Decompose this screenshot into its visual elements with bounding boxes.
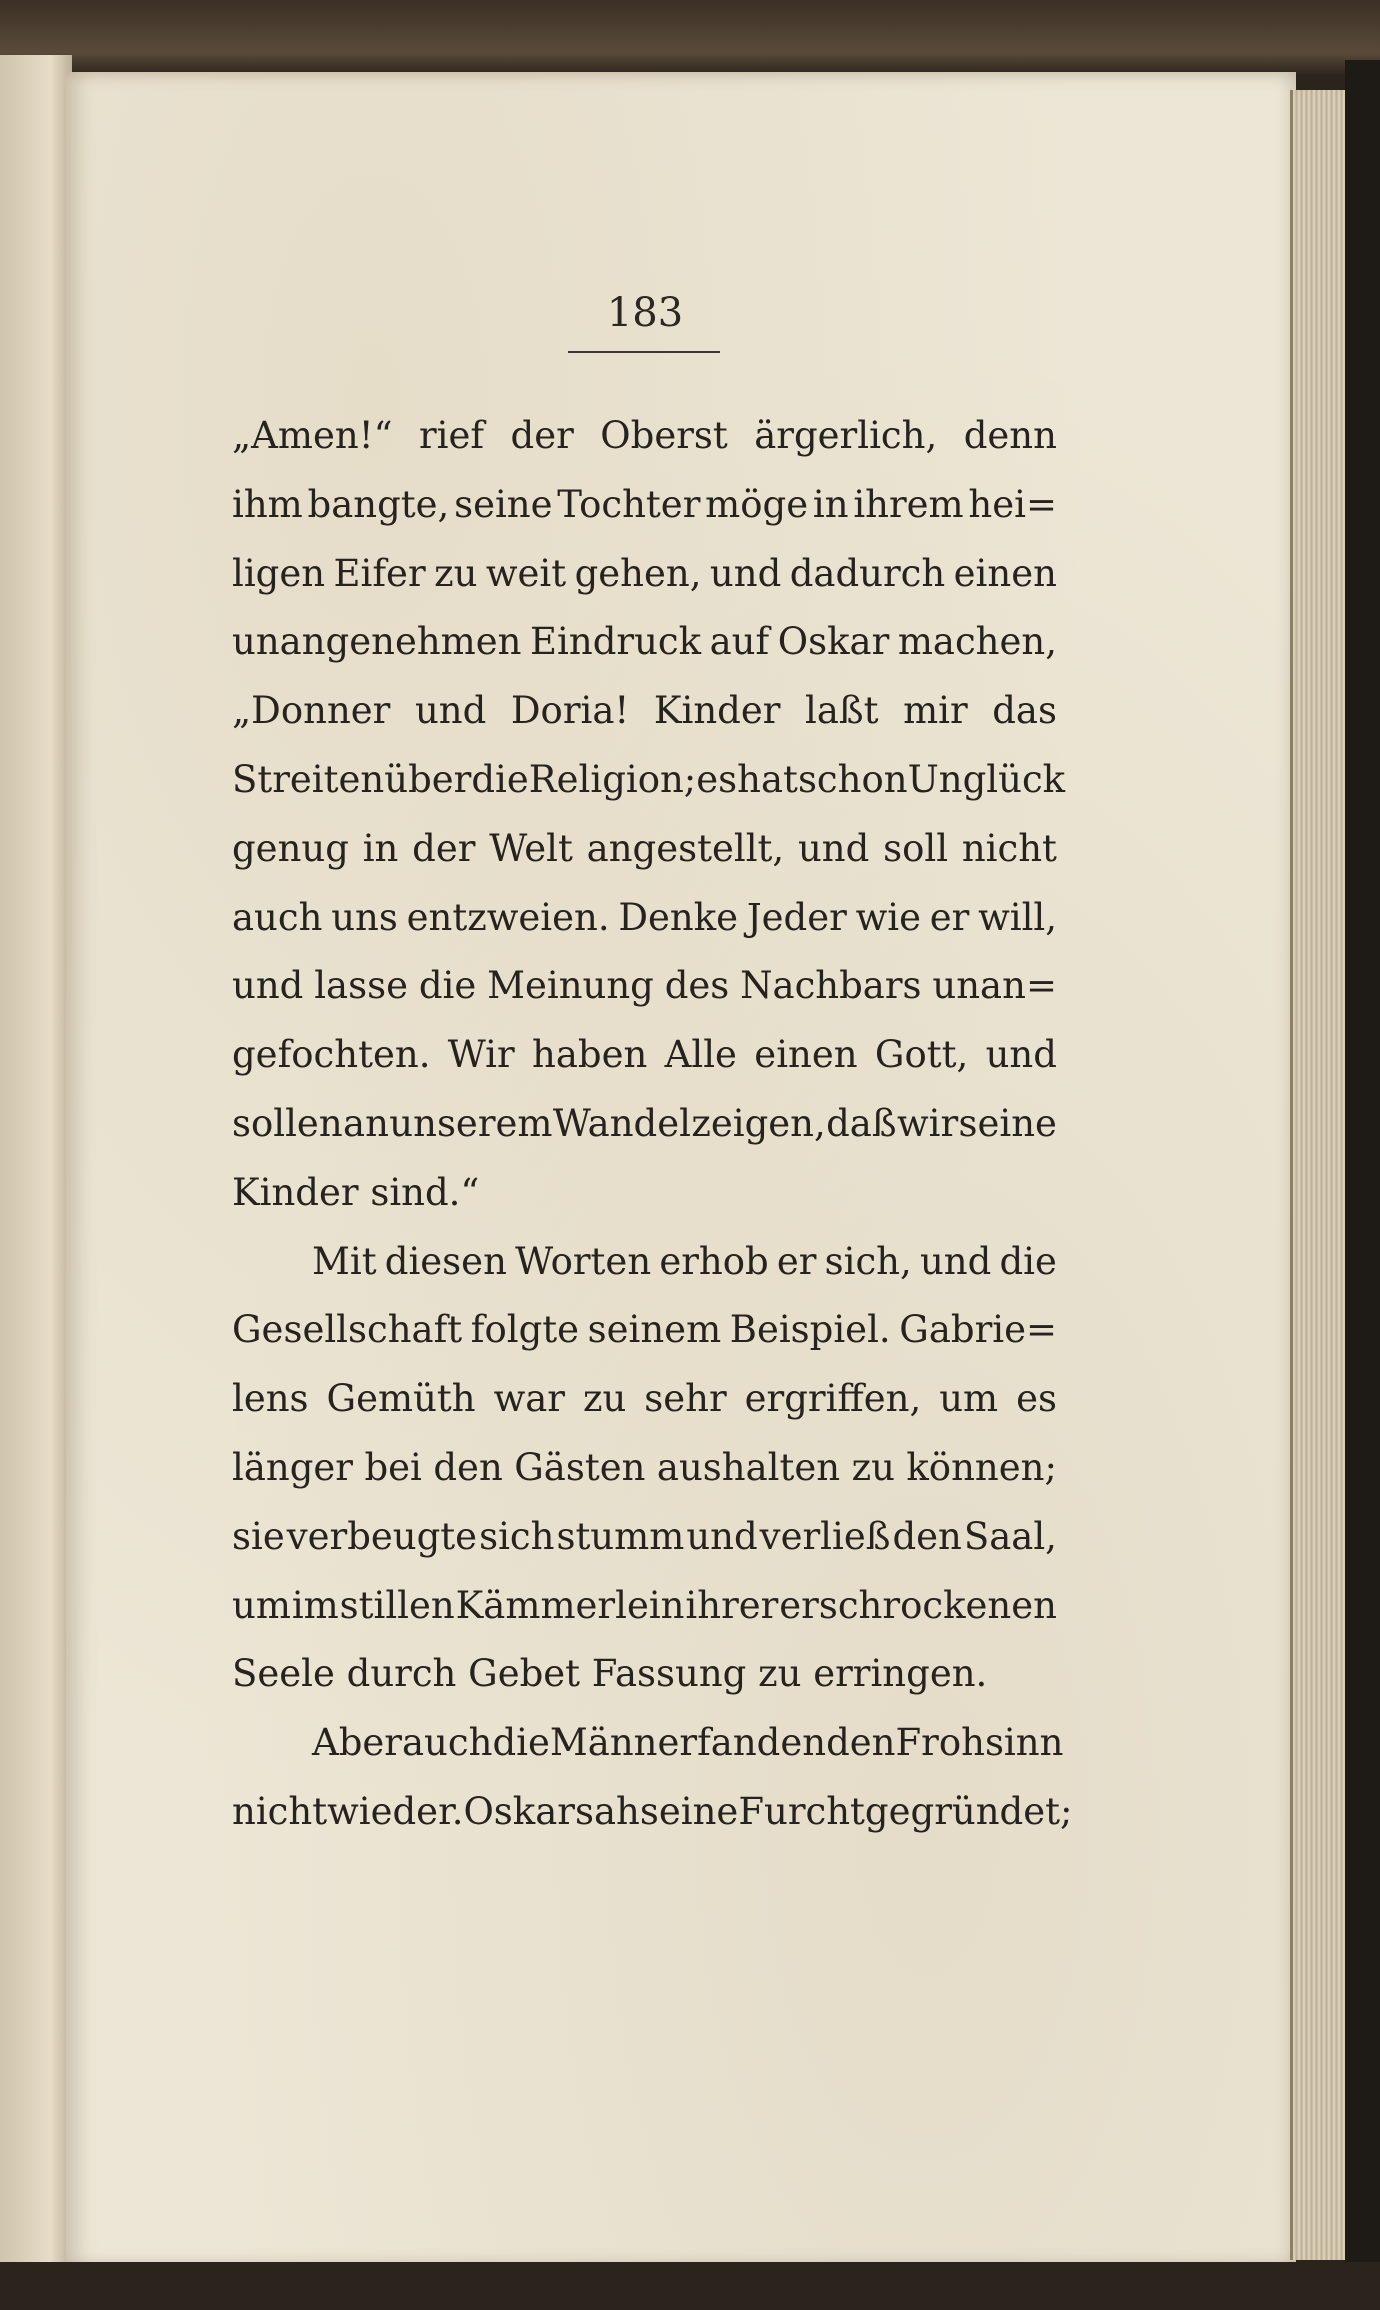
text-line: Seele durch Gebet Fassung zu erringen. — [232, 1652, 988, 1696]
word: Wir — [447, 1033, 515, 1077]
word: Männer — [549, 1721, 698, 1765]
word: nicht — [961, 826, 1057, 870]
word: verließ — [759, 1514, 891, 1558]
word: Gemüth — [326, 1377, 476, 1421]
word: den — [826, 1721, 896, 1765]
text-line — [232, 1503, 1057, 1572]
word: auch — [402, 1721, 493, 1765]
word: ihrem — [853, 482, 964, 526]
word: wie — [855, 895, 921, 939]
word: der — [412, 826, 476, 870]
word: seine — [454, 482, 553, 526]
word: verbeugte — [286, 1514, 478, 1558]
word: daß — [826, 1101, 897, 1145]
word: uns — [331, 895, 398, 939]
word: sehr — [644, 1377, 727, 1421]
word: des — [664, 964, 730, 1008]
word: wieder. — [327, 1789, 464, 1833]
word: das — [992, 689, 1057, 733]
word: Doria! — [510, 689, 630, 733]
word: gehen, — [574, 551, 702, 595]
word: Oberst — [600, 414, 728, 457]
word: erhob — [659, 1239, 769, 1283]
word: Gabrie= — [899, 1308, 1057, 1352]
word: es — [1016, 1377, 1057, 1421]
word: machen, — [897, 620, 1057, 664]
word: und — [232, 964, 304, 1008]
word: Furcht — [738, 1789, 865, 1833]
body-text — [232, 402, 1073, 1847]
word: und — [709, 551, 782, 595]
word: im — [291, 1583, 339, 1627]
book-cover-edge — [1345, 60, 1380, 2290]
word: der — [510, 414, 574, 457]
word: Mit — [312, 1239, 377, 1283]
word: sollen — [232, 1101, 343, 1145]
word: Kinder — [653, 689, 781, 733]
word: mir — [903, 689, 968, 733]
word: ärgerlich, — [754, 414, 938, 457]
text-line — [232, 608, 1057, 677]
word: ihrer — [685, 1583, 779, 1627]
text-line — [232, 1709, 1064, 1778]
word: wir — [896, 1101, 959, 1145]
word: sich — [479, 1514, 555, 1558]
word: Eifer — [333, 551, 426, 595]
word: nicht — [232, 1789, 328, 1833]
word: können; — [906, 1445, 1057, 1489]
word: lasse — [314, 964, 408, 1008]
word: angestellt, — [586, 826, 785, 870]
word: Religion; — [528, 757, 697, 801]
text-line — [232, 1365, 1057, 1434]
word: lens — [232, 1377, 309, 1421]
word: Welt — [489, 826, 573, 870]
word: über — [384, 757, 472, 801]
word: soll — [883, 826, 949, 870]
word: Denke — [618, 895, 739, 939]
word: aushalten — [656, 1445, 841, 1489]
word: möge — [705, 482, 809, 526]
word: einen — [953, 551, 1057, 595]
word: folgte — [470, 1308, 580, 1352]
word: und — [414, 689, 487, 733]
word: unan= — [932, 964, 1057, 1008]
word: bangte, — [307, 482, 450, 526]
word: ergriffen, — [744, 1377, 922, 1421]
page-stack-edge — [1290, 90, 1353, 2260]
word: Aber — [312, 1721, 402, 1765]
word: bei — [364, 1445, 422, 1489]
word: hat — [737, 757, 798, 801]
word: Saal, — [963, 1514, 1057, 1558]
word: seine — [639, 1789, 739, 1833]
word: um — [232, 1583, 291, 1627]
word: haben — [532, 1033, 648, 1077]
word: Oskar — [777, 620, 890, 664]
word: stillen — [339, 1583, 455, 1627]
word: die — [418, 964, 477, 1008]
header-rule — [568, 351, 720, 353]
word: er — [776, 1239, 817, 1283]
word: Kämmerlein — [455, 1583, 685, 1627]
word: es — [696, 757, 738, 801]
text-line — [232, 471, 1057, 540]
book-top-edge — [0, 0, 1380, 75]
text-line — [232, 1021, 1057, 1090]
word: seine — [958, 1101, 1057, 1145]
word: in — [362, 826, 399, 870]
text-line — [232, 1434, 1057, 1503]
text-line — [232, 1296, 1057, 1365]
word: Oskar — [463, 1789, 575, 1833]
text-line — [232, 1778, 1073, 1847]
word: Meinung — [487, 964, 654, 1008]
word: diesen — [384, 1239, 507, 1283]
text-line — [232, 677, 1057, 746]
word: fanden — [697, 1721, 827, 1765]
text-line — [232, 952, 1057, 1021]
word: entzweien. — [406, 895, 610, 939]
word: zu — [434, 551, 478, 595]
word: erschrockenen — [779, 1583, 1057, 1627]
word: unserem — [389, 1101, 553, 1145]
word: schon — [797, 757, 908, 801]
word: zu — [851, 1445, 895, 1489]
word: in — [812, 482, 849, 526]
text-line — [232, 815, 1057, 884]
word: sah — [574, 1789, 640, 1833]
word: er — [929, 895, 970, 939]
word: Worten — [515, 1239, 652, 1283]
text-line — [232, 540, 1057, 609]
word: die — [471, 757, 529, 801]
word: Eindruck — [530, 620, 702, 664]
word: seinem — [587, 1308, 722, 1352]
word: rief — [418, 414, 485, 457]
word: will, — [978, 895, 1057, 939]
word: um — [939, 1377, 999, 1421]
word: denn — [963, 414, 1057, 457]
word: gegründet; — [864, 1789, 1073, 1833]
word: den — [892, 1514, 962, 1558]
word: Beispiel. — [729, 1308, 891, 1352]
word: und — [797, 826, 870, 870]
word: Nachbars — [740, 964, 922, 1008]
word: auch — [232, 895, 323, 939]
word: dadurch — [789, 551, 946, 595]
text-line — [232, 402, 1057, 471]
word: Unglück — [907, 757, 1066, 801]
text-line: Kinder sind.“ — [232, 1170, 480, 1214]
word: laßt — [805, 689, 879, 733]
word: einen — [754, 1033, 858, 1077]
word: zeigen, — [691, 1101, 826, 1145]
text-line — [232, 1228, 1057, 1297]
text-line — [232, 746, 1066, 815]
word: weit — [485, 551, 567, 595]
word: „Donner — [232, 689, 391, 733]
word: und — [686, 1514, 758, 1558]
page-number: 183 — [606, 290, 684, 336]
word: und — [985, 1033, 1057, 1077]
word: gefochten. — [232, 1033, 431, 1077]
word: Wandel — [552, 1101, 691, 1145]
word: ihm — [232, 482, 303, 526]
text-line — [232, 1090, 1057, 1159]
word: und — [919, 1239, 992, 1283]
word: Tochter — [557, 482, 701, 526]
word: Gott, — [874, 1033, 969, 1077]
word: länger — [232, 1445, 353, 1489]
word: die — [492, 1721, 550, 1765]
word: Gesellschaft — [232, 1308, 463, 1352]
word: Frohsinn — [895, 1721, 1064, 1765]
word: an — [343, 1101, 389, 1145]
word: auf — [709, 620, 770, 664]
word: die — [999, 1239, 1057, 1283]
word: „Amen!“ — [232, 414, 393, 457]
book-bottom-edge — [0, 2262, 1380, 2310]
word: genug — [232, 826, 349, 870]
word: war — [493, 1377, 565, 1421]
word: sie — [232, 1514, 285, 1558]
facing-page-edge — [0, 55, 72, 2270]
word: unangenehmen — [232, 620, 522, 664]
word: Streiten — [232, 757, 385, 801]
word: zu — [582, 1377, 627, 1421]
word: hei= — [968, 482, 1057, 526]
word: Jeder — [746, 895, 847, 939]
word: ligen — [232, 551, 326, 595]
text-line — [232, 1572, 1057, 1641]
word: stumm — [556, 1514, 685, 1558]
word: Alle — [664, 1033, 737, 1077]
word: den — [433, 1445, 503, 1489]
word: sich, — [824, 1239, 912, 1283]
text-line — [232, 884, 1057, 953]
word: Gästen — [514, 1445, 646, 1489]
